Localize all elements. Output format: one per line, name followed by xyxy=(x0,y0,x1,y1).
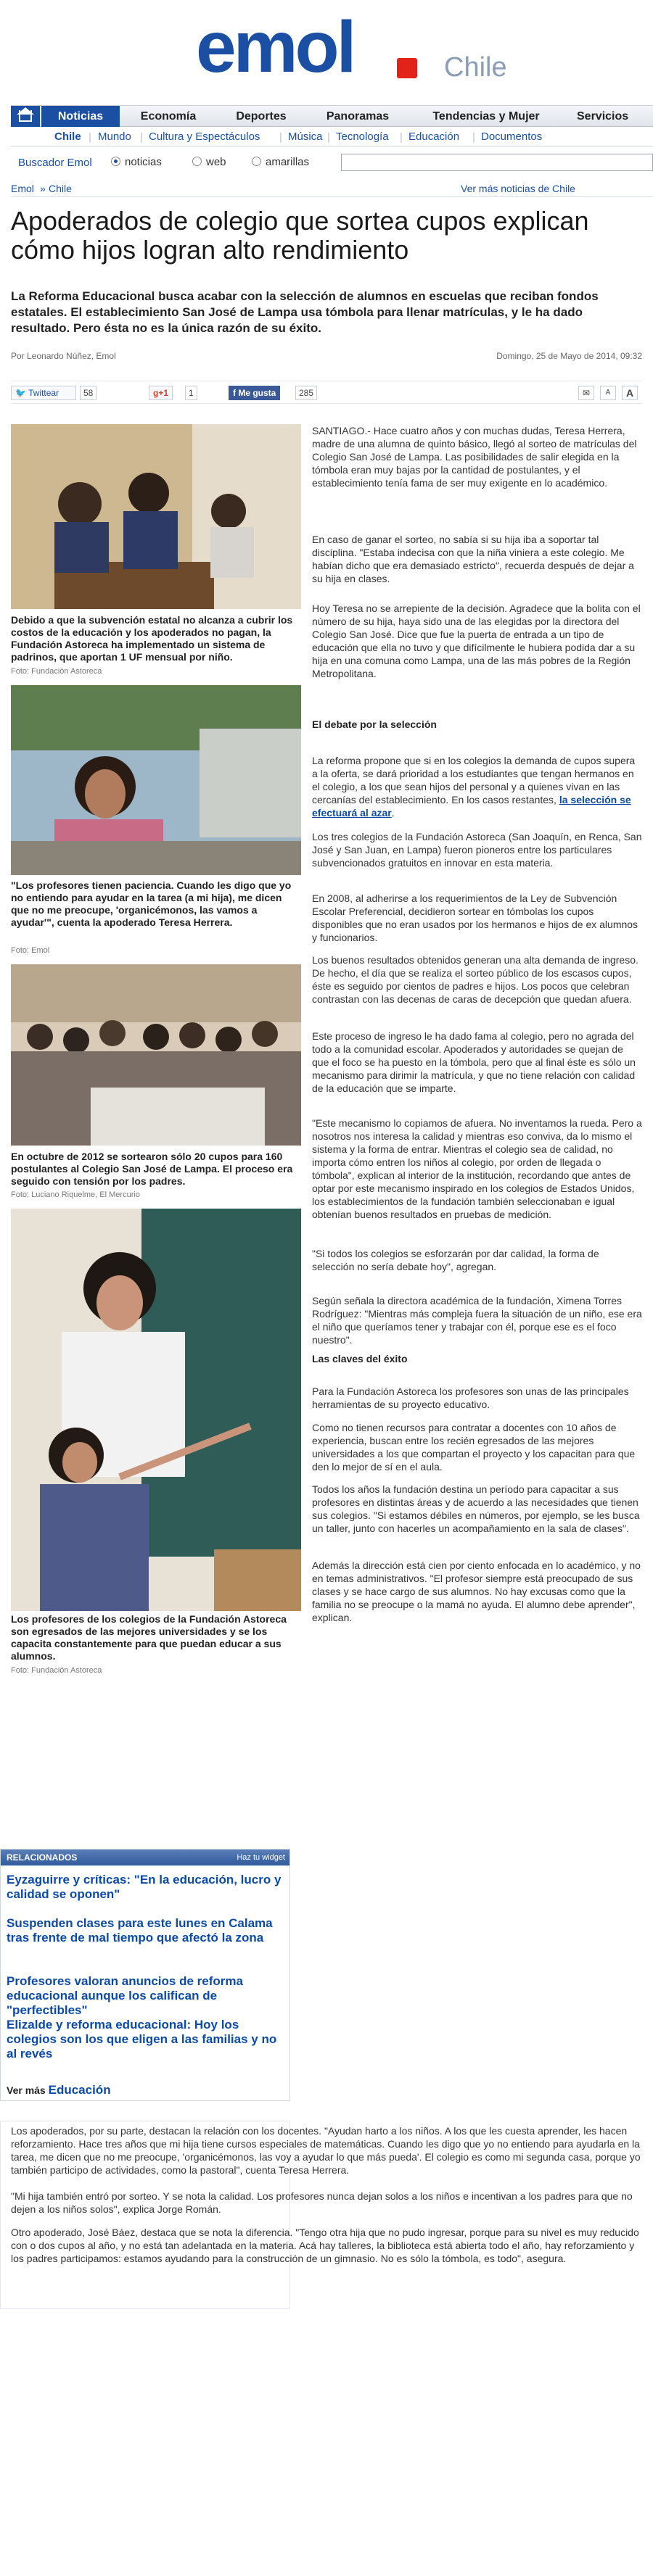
subnav-documentos[interactable]: Documentos xyxy=(481,131,543,143)
photo-illustration xyxy=(11,964,301,1146)
paragraph: Para la Fundación Astoreca los profesores son unas de las principales herramientas de su proyecto educativo. xyxy=(312,1386,629,1410)
paragraph xyxy=(312,754,642,819)
photo-caption: Debido a que la subvención estatal no alcanza a cubrir los costos de la educación y los apoderados no pagan, la Fundación Astoreca ha implementado un sistema de padrinos, que aportan 1 UF mensual por niño. xyxy=(11,614,293,663)
font-larger-icon[interactable]: A xyxy=(622,386,638,400)
site-header xyxy=(0,7,653,87)
emol-logo[interactable]: emol xyxy=(196,7,354,88)
related-news-box xyxy=(0,1849,290,2101)
radio-noticias[interactable] xyxy=(111,157,120,166)
subheading: El debate por la selección xyxy=(312,718,437,730)
paragraph: "Este mecanismo lo copiamos de afuera. No inventamos la rueda. Pero a nosotros nos interesa la calidad y mientras eso conviva, da lo mismo el sistema y la forma de entrar. Mientras el colegio sea de calidad, no importa cómo entren los niños al colegio, por orden de llegada o tómbola", explican al interior de la institución, recordando que antes de optar por este mecanismo inspirado en los colegios de Estados Unidos, los establecimientos de la fundación también seleccionaban e igual obtenían buenos resultados en pruebas de medición. xyxy=(312,1117,642,1220)
photo-caption: En octubre de 2012 se sortearon sólo 20 cupos para 160 postulantes al Colegio San José de Lampa. El proceso era seguido con tensión por los padres. xyxy=(11,1151,293,1187)
photo-credit: Foto: Fundación Astoreca xyxy=(11,667,102,676)
sub-nav xyxy=(11,128,653,146)
paragraph: SANTIAGO.- Hace cuatro años y con muchas dudas, Teresa Herrera, madre de una alumna de quinto básico, llegó al sorteo de matrículas del Colegio San José de Lampa. Las posibilidades de salir elegida en la tómbola eran muy bajas por la cantidad de postulantes, y el establecimiento tenía fama de ser muy exigente en lo académico. xyxy=(312,425,637,489)
related-title: RELACIONADOS xyxy=(7,1852,78,1863)
paragraph: "Mi hija también entró por sorteo. Y se nota la calidad. Los profesores nunca dejan solos a los niños e incentivan a los padres para que no dejen a los niños solos", explica Jorge Román. xyxy=(11,2190,633,2215)
twitter-icon: 🐦 xyxy=(15,388,29,398)
paragraph: Según señala la directora académica de la fundación, Ximena Torres Rodríguez: "Mientras más compleja fuera la situación de un niño, ese era el niño que queríamos tener y trabajar con él, porque ese es el foco nuestro". xyxy=(312,1295,642,1346)
photo-lottery-parents xyxy=(11,964,301,1146)
related-link[interactable]: Profesores valoran anuncios de reforma educacional aunque los califican de "perfectibles" xyxy=(7,1974,243,2017)
logo-dot xyxy=(397,58,417,78)
radio-label-web: web xyxy=(206,156,226,168)
see-more-link[interactable]: Educación xyxy=(48,2083,111,2097)
facebook-like-button[interactable] xyxy=(229,386,280,400)
see-more xyxy=(7,2083,111,2097)
publish-date: Domingo, 25 de Mayo de 2014, 09:32 xyxy=(496,351,642,361)
paragraph-text: La reforma propone que si en los colegios la demanda de cupos supera a la oferta, se dará prioridad a los estudiantes que tengan hermanos en el colegio, a los que sean hijos del personal y a quienes vivan en las cercanías del establecimiento. En los casos restantes, xyxy=(312,755,636,805)
photo-students-classroom xyxy=(11,424,301,609)
paragraph: Los tres colegios de la Fundación Astoreca (San Joaquín, en Renca, San José y San Juan, en Lampa) fueron pioneros entre los particulares subvencionados gratuitos en innovar en esta materia. xyxy=(312,831,642,869)
subnav-separator: | xyxy=(327,131,330,144)
paragraph: Este proceso de ingreso le ha dado fama al colegio, pero no agrada del todo a la comunidad escolar. Apoderados y autoridades se quejan de que el foco se ha puesto en la tómbola, pero que al final éste es sólo un mecanismo para dirimir la matrícula, y que no tiene relación con calidad de la educación que se imparte. xyxy=(312,1030,636,1094)
mail-icon[interactable]: ✉ xyxy=(578,386,594,400)
paragraph: "Si todos los colegios se esforzarán por dar calidad, la forma de selección no sería debate hoy", agregan. xyxy=(312,1248,599,1272)
twitter-count: 58 xyxy=(80,386,96,400)
paragraph: Todos los años la fundación destina un período para capacitar a sus profesores en distintas áreas y de acuerdo a las necesidades que tienen sus colegios. "Si estamos débiles en números, por ejemplo, se les busca un taller, junto con hacerles un acompañamiento en la sala de clases". xyxy=(312,1483,640,1534)
article-lead: La Reforma Educacional busca acabar con la selección de alumnos en escuelas que reciban fondos estatales. El establecimiento San José de Lampa usa tómbola para llenar matrículas, y le ha dado resultado. Pero ésta no es la única razón de su éxito. xyxy=(11,289,599,335)
breadcrumb-emol[interactable]: Emol xyxy=(11,183,34,194)
subnav-separator: | xyxy=(472,131,475,144)
subnav-separator: | xyxy=(140,131,143,144)
paragraph: Hoy Teresa no se arrepiente de la decisión. Agradece que la bolita con el número de su hija, haya sido una de las elegidas por la directora del Colegio San José. Dice que fue la puerta de entrada a un tipo de educación que ella no tuvo y que difícilmente le hubiera podida dar a su hija en una comuna como Lampa, una de las más pobres de la Región Metropolitana. xyxy=(312,602,641,679)
photo-illustration xyxy=(11,1209,301,1611)
subnav-educacion[interactable]: Educación xyxy=(408,131,460,143)
paragraph: En caso de ganar el sorteo, no sabía si su hija iba a soportar tal disciplina. "Estaba indecisa con que la niña viniera a este colegio. Me habían dicho que era demasiado estricto", recuerda después de dejar a su hija en clases. xyxy=(312,534,634,584)
photo-caption: Los profesores de los colegios de la Fundación Astoreca son egresados de las mejores universidades y se los capacita constantemente para que puedan educar a sus alumnos. xyxy=(11,1613,287,1662)
photo-teresa-herrera xyxy=(11,685,301,875)
twitter-button[interactable] xyxy=(11,386,76,400)
paragraph: En 2008, al adherirse a los requerimientos de la Ley de Subvención Escolar Preferencial, decidieron sortear en tómbolas los cupos disponibles que no eran usados por los hermanos e hijos de ex alumnos y funcionarios. xyxy=(312,893,638,943)
search-label: Buscador Emol xyxy=(18,157,92,169)
breadcrumb xyxy=(11,183,653,197)
breadcrumb-chile[interactable]: Chile xyxy=(49,183,72,194)
related-link[interactable]: Eyzaguirre y críticas: "En la educación, lucro y calidad se oponen" xyxy=(7,1873,282,1901)
radio-label-amarillas: amarillas xyxy=(266,156,310,168)
tab-servicios[interactable]: Servicios xyxy=(577,110,629,123)
widget-link[interactable]: Haz tu widget xyxy=(237,1853,285,1862)
paragraph: Además la dirección está cien por ciento enfocada en lo académico, y no en temas administrativos. "El profesor siempre está preocupado de sus clases y se hace cargo de sus alumnos. No hay excusas como que la familia no se preocupe o la mamá no ayuda. El alumno debe aprender", explican. xyxy=(312,1560,641,1623)
gplus-count: 1 xyxy=(185,386,197,400)
tab-noticias[interactable]: Noticias xyxy=(41,106,120,127)
photo-illustration xyxy=(11,685,301,875)
page-title: Apoderados de colegio que sortea cupos explican cómo hijos logran alto rendimiento xyxy=(11,206,589,265)
tab-economia[interactable]: Economía xyxy=(140,110,197,123)
subheading: Las claves del éxito xyxy=(312,1353,408,1364)
tab-deportes[interactable]: Deportes xyxy=(236,110,287,123)
photo-teacher-blackboard xyxy=(11,1209,301,1611)
photo-caption: "Los profesores tienen paciencia. Cuando les digo que yo no entiendo para ayudar en la tarea (a mi hija), me dicen que no me preocupe, 'organicémonos, las vamos a ayudar'", cuenta la apoderado Teresa Herrera. xyxy=(11,879,292,928)
search-input[interactable] xyxy=(341,154,653,171)
facebook-count: 285 xyxy=(295,386,317,400)
home-icon[interactable] xyxy=(11,106,40,127)
font-smaller-icon[interactable]: A xyxy=(600,386,616,400)
subnav-mundo[interactable]: Mundo xyxy=(98,131,131,143)
search-bar xyxy=(11,152,653,174)
tab-tendencias[interactable]: Tendencias y Mujer xyxy=(432,110,540,123)
logo-country: Chile xyxy=(444,52,507,83)
inline-link[interactable]: la selección se efectuará al azar xyxy=(312,794,631,819)
tab-panoramas[interactable]: Panoramas xyxy=(326,110,390,123)
subnav-cultura[interactable]: Cultura y Espectáculos xyxy=(149,131,260,143)
paragraph: Otro apoderado, José Báez, destaca que se nota la diferencia. "Tengo otra hija que no pudo ingresar, porque para su nivel es muy reducido con o dos cupos al año, y no está tan adelantada en la materia. Acá hay talleres, la biblioteca está abierta todo el año, hay reforzamiento y los padres participamos: estamos ayudando para la construcción de un gimnasio. No es sólo la tómbola, es todo", asegura. xyxy=(11,2227,639,2264)
more-news-link[interactable]: Ver más noticias de Chile xyxy=(461,183,575,194)
facebook-label: Me gusta xyxy=(238,388,276,398)
radio-web[interactable] xyxy=(192,157,202,166)
radio-label-noticias: noticias xyxy=(125,156,162,168)
paragraph: Los buenos resultados obtenidos generan una alta demanda de ingreso. De hecho, el día que se realiza el sorteo público de los escasos cupos, éste es seguido por cientos de padres e hijos. Los pocos que celebran contrastan con las decenas de caras de decepción que quedan afuera. xyxy=(312,954,638,1005)
radio-amarillas[interactable] xyxy=(252,157,261,166)
subnav-chile[interactable]: Chile xyxy=(54,131,81,143)
photo-illustration xyxy=(11,424,301,609)
see-more-label: Ver más xyxy=(7,2084,46,2096)
share-bar xyxy=(11,381,642,404)
subnav-tecnologia[interactable]: Tecnología xyxy=(336,131,389,143)
gplus-button[interactable] xyxy=(149,386,173,400)
photo-credit: Foto: Luciano Riquelme, El Mercurio xyxy=(11,1190,140,1199)
gplus-icon: g xyxy=(153,388,159,398)
related-header xyxy=(1,1850,289,1865)
breadcrumb-separator: » xyxy=(40,183,46,194)
paragraph: Los apoderados, por su parte, destacan la relación con los docentes. "Ayudan harto a los niños. A los que les cuesta aprender, les hacen reforzamiento. Hace tres años que mi hija tiene cursos especiales de matemáticas. Cuando les digo que yo no entiendo para ayudarla en la tarea, me dicen que no me preocupe, 'organicémonos, las voy a ayudar lo que más pueda'. El colegio es como mi segunda casa, porque yo también participo de actividades, como la pastoral", cuenta Teresa Herrera. xyxy=(11,2125,641,2176)
subnav-musica[interactable]: Música xyxy=(288,131,323,143)
subnav-separator: | xyxy=(400,131,403,144)
paragraph-end: . xyxy=(391,807,395,819)
facebook-icon: f xyxy=(233,388,239,398)
related-link[interactable]: Suspenden clases para este lunes en Calama tras frente de mal tiempo que afectó la zona xyxy=(7,1916,273,1945)
twitter-label: Twittear xyxy=(28,388,59,398)
subnav-separator: | xyxy=(89,131,91,144)
author: Por Leonardo Núñez, Emol xyxy=(11,351,116,361)
byline xyxy=(11,351,642,365)
photo-credit: Foto: Fundación Astoreca xyxy=(11,1666,102,1675)
paragraph: Como no tienen recursos para contratar a docentes con 10 años de experiencia, buscan entre los recién egresados de las mejores universidades a los que compartan el proyecto y los capacitan para que den lo mejor de sí en el aula. xyxy=(312,1422,636,1473)
photo-credit: Foto: Emol xyxy=(11,946,50,955)
gplus-label: +1 xyxy=(158,388,169,398)
subnav-separator: | xyxy=(279,131,282,144)
related-link[interactable]: Elizalde y reforma educacional: Hoy los colegios son los que eligen a las familias y no al revés xyxy=(7,2018,277,2061)
main-nav xyxy=(11,105,653,127)
